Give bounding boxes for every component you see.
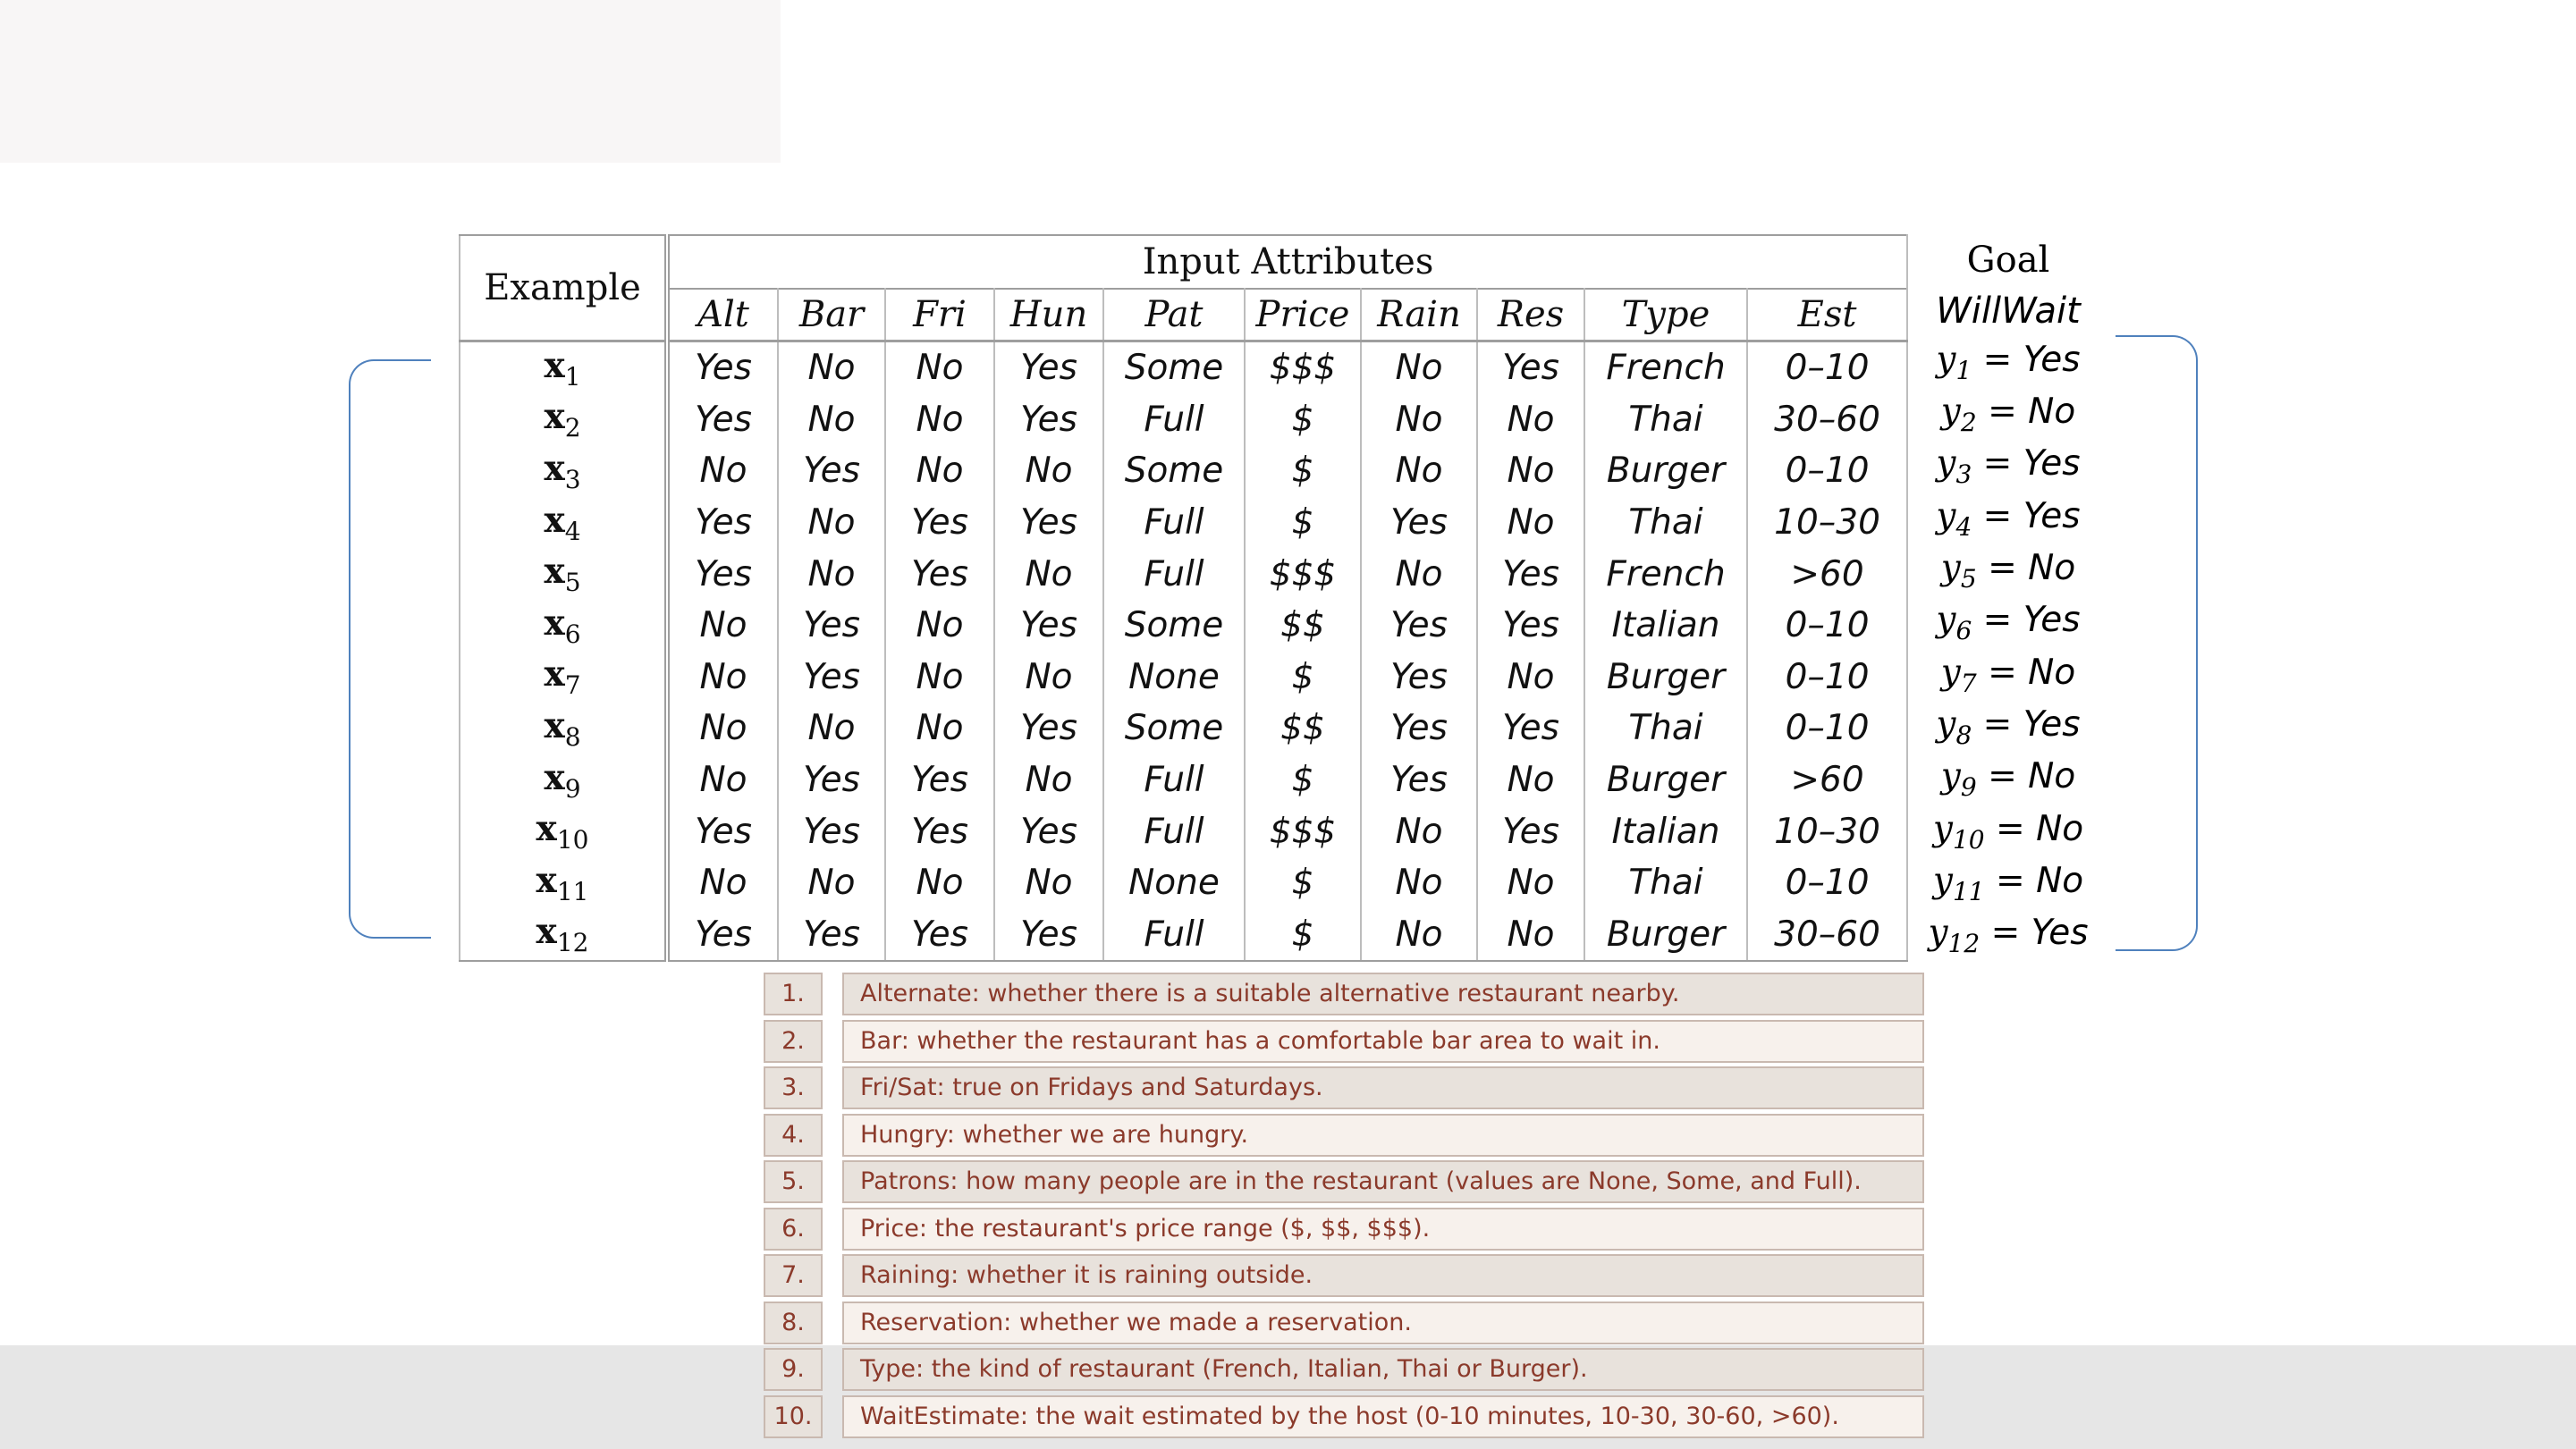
example-label: x (544, 499, 565, 541)
goal-row (1910, 649, 2107, 701)
attribute-value-cell: Yes (885, 548, 994, 600)
definition-item (762, 1020, 1924, 1067)
attribute-value-cell: No (1477, 445, 1584, 497)
example-cell (460, 497, 667, 549)
attribute-value-cell: Yes (885, 754, 994, 806)
example-index: 10 (556, 824, 589, 855)
attribute-value-cell: None (1103, 857, 1245, 909)
attribute-value-cell: Yes (667, 805, 778, 857)
table-row (460, 548, 1907, 600)
attribute-value-cell: No (994, 754, 1103, 806)
example-cell (460, 754, 667, 806)
goal-label: y (1936, 600, 1956, 641)
goal-cell (1910, 754, 2107, 805)
attribute-value-cell: No (667, 600, 778, 652)
attribute-value-cell: Yes (1477, 341, 1584, 394)
definition-number: 5. (764, 1160, 823, 1203)
goal-index: 3 (1955, 459, 1972, 490)
attribute-value-cell: Yes (885, 805, 994, 857)
attribute-table-body (460, 341, 1907, 962)
attribute-value-cell: No (885, 445, 994, 497)
attribute-value-cell: No (994, 548, 1103, 600)
attribute-value-cell: Thai (1584, 394, 1747, 446)
goal-table-body (1910, 336, 2107, 962)
goal-label: y (1932, 861, 1953, 902)
column-header: Res (1477, 289, 1584, 341)
attribute-value-cell: Full (1103, 805, 1245, 857)
attribute-value-cell: 0–10 (1747, 600, 1907, 652)
attribute-value-cell: Thai (1584, 497, 1747, 549)
attribute-value-cell: Yes (1361, 497, 1477, 549)
example-cell (460, 651, 667, 703)
attribute-value-cell: No (778, 703, 885, 754)
attribute-value-cell: Yes (994, 805, 1103, 857)
goal-row (1910, 544, 2107, 596)
column-header: Fri (885, 289, 994, 341)
example-index: 1 (564, 361, 581, 392)
definition-item (762, 1114, 1924, 1161)
goal-cell (1910, 544, 2107, 596)
attribute-value-cell: Full (1103, 908, 1245, 961)
attribute-value-cell: 0–10 (1747, 651, 1907, 703)
attribute-value-cell: Yes (994, 394, 1103, 446)
attribute-value-cell: Yes (1361, 651, 1477, 703)
definition-number: 1. (764, 973, 823, 1015)
attribute-value-cell: 0–10 (1747, 703, 1907, 754)
example-cell (460, 548, 667, 600)
attribute-value-cell: 10–30 (1747, 497, 1907, 549)
table-row (460, 703, 1907, 754)
goal-value: No (2028, 392, 2076, 433)
attribute-value-cell: Some (1103, 445, 1245, 497)
definition-number: 3. (764, 1066, 823, 1109)
definition-item (762, 1208, 1924, 1255)
attribute-value-cell: Full (1103, 754, 1245, 806)
column-header: Alt (667, 289, 778, 341)
attribute-value-cell: No (1361, 548, 1477, 600)
attribute-value-cell: Some (1103, 703, 1245, 754)
definition-item (762, 973, 1924, 1020)
goal-label: y (1932, 808, 1953, 849)
equals-sign: = (1976, 392, 2029, 433)
example-label: x (544, 756, 565, 798)
attribute-value-cell: $ (1245, 497, 1361, 549)
attribute-value-cell: Yes (667, 497, 778, 549)
attribute-value-cell: Some (1103, 600, 1245, 652)
column-header: Est (1747, 289, 1907, 341)
attribute-value-cell: No (667, 703, 778, 754)
example-label: x (544, 448, 565, 490)
attribute-value-cell: Yes (778, 805, 885, 857)
goal-label: y (1940, 756, 1961, 797)
definition-item (762, 1066, 1924, 1114)
goal-index: 10 (1952, 824, 1985, 855)
attribute-value-cell: Yes (778, 908, 885, 961)
column-header: Type (1584, 289, 1747, 341)
attribute-value-cell: 0–10 (1747, 857, 1907, 909)
attribute-value-cell: Yes (667, 394, 778, 446)
goal-label: y (1936, 339, 1956, 380)
goal-value: No (2036, 861, 2084, 902)
goal-value: Yes (2023, 339, 2081, 380)
definition-text: Hungry: whether we are hungry. (842, 1114, 1924, 1157)
example-index: 9 (564, 773, 581, 804)
attribute-value-cell: Burger (1584, 908, 1747, 961)
attribute-value-cell: >60 (1747, 548, 1907, 600)
attribute-value-cell: $$ (1245, 703, 1361, 754)
definition-number: 2. (764, 1020, 823, 1063)
example-index: 6 (564, 619, 581, 649)
definition-text: Fri/Sat: true on Fridays and Saturdays. (842, 1066, 1924, 1109)
goal-value: No (2028, 652, 2076, 693)
goal-row (1910, 805, 2107, 857)
attribute-value-cell: No (778, 497, 885, 549)
attribute-value-cell: Yes (1477, 805, 1584, 857)
goal-row (1910, 441, 2107, 493)
attribute-value-cell: No (1361, 445, 1477, 497)
definition-number: 10. (764, 1395, 823, 1438)
input-attributes-header: Input Attributes (667, 235, 1907, 289)
equals-sign: = (1976, 756, 2029, 797)
goal-cell (1910, 701, 2107, 753)
attribute-value-cell: Yes (667, 908, 778, 961)
goal-cell (1910, 805, 2107, 857)
attribute-table (459, 234, 1908, 962)
example-label: x (544, 653, 565, 695)
example-cell (460, 703, 667, 754)
attribute-value-cell: $ (1245, 754, 1361, 806)
attribute-value-cell: No (885, 341, 994, 394)
attribute-value-cell: Yes (667, 548, 778, 600)
goal-row (1910, 336, 2107, 388)
attribute-value-cell: No (885, 703, 994, 754)
example-cell (460, 394, 667, 446)
goal-cell (1910, 388, 2107, 440)
right-bracket (2116, 335, 2198, 951)
definition-text: Reservation: whether we made a reservation. (842, 1302, 1924, 1344)
attribute-value-cell: $$$ (1245, 548, 1361, 600)
goal-label: y (1936, 443, 1956, 484)
goal-label: y (1936, 704, 1956, 746)
definition-item (762, 1160, 1924, 1208)
table-row (460, 857, 1907, 909)
attribute-value-cell: Full (1103, 548, 1245, 600)
definition-text: WaitEstimate: the wait estimated by the host (0-10 minutes, 10-30, 30-60, >60). (842, 1395, 1924, 1438)
goal-table (1910, 234, 2107, 962)
definition-number: 7. (764, 1254, 823, 1297)
definition-text: Alternate: whether there is a suitable alternative restaurant nearby. (842, 973, 1924, 1015)
goal-value: Yes (2023, 495, 2081, 536)
goal-label: y (1940, 548, 1961, 589)
table-row (460, 908, 1907, 961)
attribute-value-cell: No (667, 445, 778, 497)
example-label: x (536, 911, 557, 953)
example-index: 8 (564, 721, 581, 752)
equals-sign: = (1972, 495, 2023, 536)
attribute-value-cell: No (885, 857, 994, 909)
attribute-value-cell: No (1477, 754, 1584, 806)
attribute-value-cell: >60 (1747, 754, 1907, 806)
example-cell (460, 341, 667, 394)
goal-cell (1910, 857, 2107, 909)
attribute-value-cell: No (1361, 341, 1477, 394)
equals-sign: = (1972, 339, 2023, 380)
attribute-value-cell: 30–60 (1747, 908, 1907, 961)
attribute-value-cell: Burger (1584, 754, 1747, 806)
example-cell (460, 908, 667, 961)
attribute-value-cell: No (1477, 497, 1584, 549)
goal-cell (1910, 597, 2107, 649)
attribute-value-cell: $ (1245, 394, 1361, 446)
example-label: x (536, 859, 557, 901)
goal-header: Goal (1966, 240, 2050, 281)
table-row (460, 445, 1907, 497)
attribute-value-cell: Yes (994, 600, 1103, 652)
attribute-value-cell: Italian (1584, 805, 1747, 857)
definition-text: Raining: whether it is raining outside. (842, 1254, 1924, 1297)
column-header: Pat (1103, 289, 1245, 341)
goal-cell (1910, 336, 2107, 388)
attribute-value-cell: No (885, 600, 994, 652)
attribute-value-cell: $ (1245, 857, 1361, 909)
column-header: Rain (1361, 289, 1477, 341)
attribute-value-cell: No (1361, 394, 1477, 446)
example-label: x (544, 344, 565, 386)
attribute-value-cell: Yes (1477, 703, 1584, 754)
example-index: 7 (564, 670, 581, 701)
attribute-value-cell: Italian (1584, 600, 1747, 652)
goal-row (1910, 388, 2107, 440)
goal-index: 8 (1955, 720, 1972, 750)
attribute-value-cell: Thai (1584, 857, 1747, 909)
attribute-value-cell: 0–10 (1747, 341, 1907, 394)
table-row (460, 651, 1907, 703)
definition-number: 6. (764, 1208, 823, 1251)
attribute-value-cell: No (1477, 857, 1584, 909)
goal-value: No (2036, 808, 2084, 849)
attribute-value-cell: No (994, 445, 1103, 497)
example-cell (460, 805, 667, 857)
example-index: 2 (564, 413, 581, 443)
attribute-value-cell: No (885, 651, 994, 703)
attribute-value-cell: French (1584, 341, 1747, 394)
attribute-value-cell: Yes (885, 908, 994, 961)
table-row (460, 341, 1907, 394)
example-cell (460, 445, 667, 497)
goal-index: 5 (1960, 563, 1977, 594)
definition-number: 8. (764, 1302, 823, 1344)
attribute-value-cell: $ (1245, 445, 1361, 497)
goal-cell (1910, 493, 2107, 544)
example-index: 4 (564, 516, 581, 546)
attribute-value-cell: Yes (1477, 548, 1584, 600)
table-row (460, 805, 1907, 857)
attribute-value-cell: No (778, 548, 885, 600)
attribute-value-cell: Full (1103, 394, 1245, 446)
definition-item (762, 1302, 1924, 1349)
attribute-value-cell: Yes (994, 908, 1103, 961)
goal-cell (1910, 441, 2107, 493)
attribute-value-cell: No (667, 754, 778, 806)
equals-sign: = (1984, 861, 2037, 902)
goal-index: 4 (1955, 511, 1972, 542)
goal-index: 12 (1947, 929, 1981, 959)
goal-value: Yes (2023, 443, 2081, 484)
example-index: 12 (556, 928, 589, 958)
goal-index: 6 (1955, 616, 1972, 646)
goal-label: y (1936, 495, 1956, 536)
attribute-value-cell: Yes (1477, 600, 1584, 652)
attribute-value-cell: No (1361, 908, 1477, 961)
definition-number: 4. (764, 1114, 823, 1157)
example-index: 3 (564, 464, 581, 494)
attribute-value-cell: Yes (994, 703, 1103, 754)
definition-item (762, 1348, 1924, 1395)
goal-value: Yes (2023, 704, 2081, 746)
attribute-value-cell: Yes (994, 497, 1103, 549)
goal-label: y (1928, 913, 1948, 954)
definition-number: 9. (764, 1348, 823, 1391)
example-index: 5 (564, 568, 581, 598)
attribute-value-cell: Full (1103, 497, 1245, 549)
example-cell (460, 857, 667, 909)
attribute-value-cell: $ (1245, 908, 1361, 961)
attribute-value-cell: $$$ (1245, 805, 1361, 857)
goal-value: Yes (2031, 913, 2089, 954)
attribute-value-cell: Some (1103, 341, 1245, 394)
equals-sign: = (1976, 652, 2029, 693)
attribute-value-cell: Yes (778, 651, 885, 703)
attribute-value-cell: Yes (885, 497, 994, 549)
goal-row (1910, 701, 2107, 753)
attribute-value-cell: No (885, 394, 994, 446)
attribute-value-cell: None (1103, 651, 1245, 703)
goal-value: Yes (2023, 600, 2081, 641)
example-header: Example (460, 235, 667, 341)
table-row (460, 394, 1907, 446)
attribute-value-cell: Yes (778, 600, 885, 652)
attribute-value-cell: No (1477, 651, 1584, 703)
definition-item (762, 1254, 1924, 1302)
goal-row (1910, 493, 2107, 544)
table-row (460, 600, 1907, 652)
attribute-value-cell: Thai (1584, 703, 1747, 754)
attribute-value-cell: No (994, 651, 1103, 703)
definition-item (762, 1395, 1924, 1443)
example-label: x (544, 602, 565, 644)
example-label: x (544, 551, 565, 593)
attribute-value-cell: 0–10 (1747, 445, 1907, 497)
column-header: Bar (778, 289, 885, 341)
attribute-value-cell: No (1361, 805, 1477, 857)
definition-text: Type: the kind of restaurant (French, Italian, Thai or Burger). (842, 1348, 1924, 1391)
attribute-value-cell: No (778, 394, 885, 446)
attribute-definitions-list (762, 973, 1924, 1442)
goal-row (1910, 910, 2107, 962)
definition-text: Price: the restaurant's price range ($, $$, $$$). (842, 1208, 1924, 1251)
definition-text: Patrons: how many people are in the restaurant (values are None, Some, and Full). (842, 1160, 1924, 1203)
goal-index: 11 (1952, 876, 1985, 906)
equals-sign: = (1976, 548, 2029, 589)
goal-row (1910, 857, 2107, 909)
example-label: x (536, 808, 557, 850)
goal-row (1910, 597, 2107, 649)
attribute-value-cell: No (1361, 857, 1477, 909)
goal-label: y (1940, 392, 1961, 433)
table-row (460, 497, 1907, 549)
attribute-value-cell: 30–60 (1747, 394, 1907, 446)
example-label: x (544, 396, 565, 438)
attribute-value-cell: Burger (1584, 651, 1747, 703)
attribute-value-cell: No (667, 857, 778, 909)
attribute-value-cell: No (778, 341, 885, 394)
attribute-value-cell: $$ (1245, 600, 1361, 652)
definition-text: Bar: whether the restaurant has a comfortable bar area to wait in. (842, 1020, 1924, 1063)
goal-index: 1 (1955, 355, 1972, 385)
goal-value: No (2028, 548, 2076, 589)
attribute-value-cell: Burger (1584, 445, 1747, 497)
attribute-value-cell: No (994, 857, 1103, 909)
example-cell (460, 600, 667, 652)
example-index: 11 (556, 876, 589, 906)
attribute-value-cell: $ (1245, 651, 1361, 703)
example-label: x (544, 704, 565, 746)
equals-sign: = (1972, 443, 2023, 484)
table-row (460, 754, 1907, 806)
attribute-value-cell: No (1477, 908, 1584, 961)
equals-sign: = (1984, 808, 2037, 849)
equals-sign: = (1972, 704, 2023, 746)
attribute-value-cell: $$$ (1245, 341, 1361, 394)
attribute-value-cell: 10–30 (1747, 805, 1907, 857)
attribute-value-cell: No (1477, 394, 1584, 446)
attribute-value-cell: Yes (1361, 600, 1477, 652)
top-left-gray-panel (0, 0, 781, 163)
column-header: Hun (994, 289, 1103, 341)
goal-label: y (1940, 652, 1961, 693)
willwait-header: WillWait (1936, 291, 2081, 332)
attribute-value-cell: Yes (667, 341, 778, 394)
equals-sign: = (1972, 600, 2023, 641)
goal-row (1910, 754, 2107, 805)
goal-cell (1910, 910, 2107, 962)
goal-index: 2 (1960, 407, 1977, 437)
equals-sign: = (1980, 913, 2031, 954)
attribute-value-cell: Yes (1361, 754, 1477, 806)
goal-index: 9 (1960, 772, 1977, 803)
attribute-value-cell: Yes (778, 445, 885, 497)
goal-index: 7 (1960, 668, 1977, 698)
attribute-value-cell: Yes (778, 754, 885, 806)
goal-value: No (2028, 756, 2076, 797)
attribute-value-cell: Yes (994, 341, 1103, 394)
attribute-value-cell: Yes (1361, 703, 1477, 754)
attribute-value-cell: No (778, 857, 885, 909)
left-bracket (349, 359, 431, 939)
goal-cell (1910, 649, 2107, 701)
column-header: Price (1245, 289, 1361, 341)
attribute-value-cell: French (1584, 548, 1747, 600)
attribute-value-cell: No (667, 651, 778, 703)
